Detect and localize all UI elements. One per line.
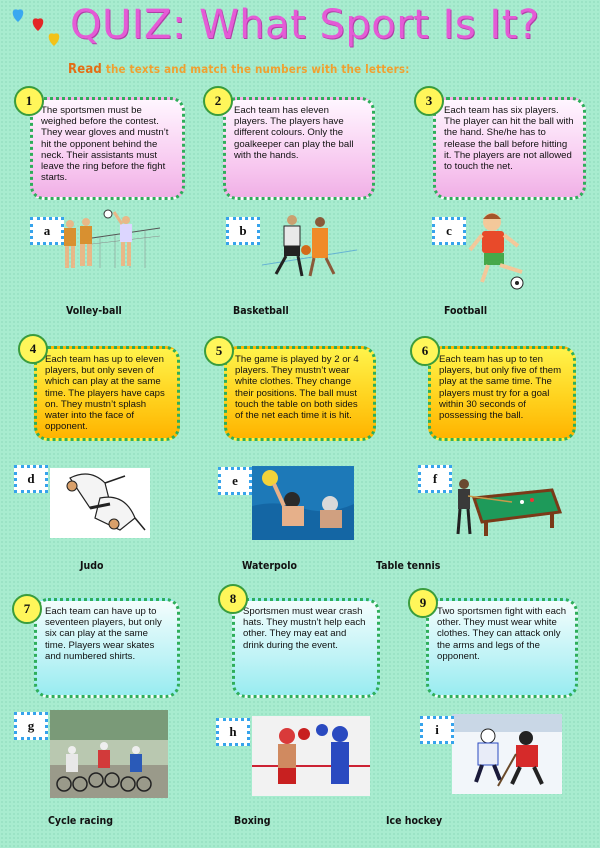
picture-letter: e xyxy=(218,467,252,495)
card-2-text: Each team has eleven players. The players have different colours. Only the goalkeeper can play the ball with the hands. xyxy=(223,97,375,200)
picture-letter: f xyxy=(418,465,452,493)
card-1-text: The sportsmen must be weighed before the contest. They wear gloves and mustn’t hit the opponent behind the neck. Their assistants must leave the ring before the fight starts. xyxy=(30,97,185,200)
card-6-text: Each team has up to ten players, but only five of them play at the same time. The players must try for a goal within 30 seconds of possessing the ball. xyxy=(428,346,576,441)
football-player-picture xyxy=(462,210,552,290)
picture-label: Table tennis xyxy=(376,560,441,572)
picture-letter: g xyxy=(14,712,48,740)
card-8-text: Sportsmen must wear crash hats. They mustn’t help each other. They may eat and drink during the event. xyxy=(232,598,380,698)
picture-letter: d xyxy=(14,465,48,493)
picture-label: Waterpolo xyxy=(242,560,297,572)
card-number: 9 xyxy=(408,588,438,618)
picture-label: Judo xyxy=(80,560,104,572)
ice-hockey-picture xyxy=(452,714,562,794)
card-number: 2 xyxy=(203,86,233,116)
picture-label: Ice hockey xyxy=(386,815,443,827)
picture-label: Football xyxy=(444,305,488,317)
instructions-text: the texts and match the numbers with the letters: xyxy=(102,62,410,76)
page-title: QUIZ: What Sport Is It? xyxy=(70,2,540,48)
cycle-racing-picture xyxy=(50,710,168,798)
picture-letter: c xyxy=(432,217,466,245)
picture-letter: h xyxy=(216,718,250,746)
judo-picture xyxy=(50,468,150,538)
card-number: 7 xyxy=(12,594,42,624)
billiards-picture xyxy=(452,476,562,538)
boxing-picture xyxy=(252,716,370,796)
card-9-text: Two sportsmen fight with each other. They must wear white clothes. They can attack only the arms and legs of the opponent. xyxy=(426,598,578,698)
picture-label: Boxing xyxy=(234,815,271,827)
card-4-text: Each team has up to eleven players, but only seven of which can play at the same time. The players have caps on. They mustn’t splash water into the face of opponent. xyxy=(34,346,180,441)
instructions xyxy=(68,62,410,77)
picture-label: Basketball xyxy=(233,305,289,317)
picture-label: Volley-ball xyxy=(66,305,122,317)
instructions-lead: Read xyxy=(68,62,103,77)
picture-letter: a xyxy=(30,217,64,245)
picture-label: Cycle racing xyxy=(48,815,113,827)
card-5-text: The game is played by 2 or 4 players. They mustn’t wear white clothes. They change their positions. The ball must touch the table on both sides of the net each time it is hit. xyxy=(224,346,376,441)
card-number: 6 xyxy=(410,336,440,366)
waterpolo-picture xyxy=(252,466,354,540)
card-number: 3 xyxy=(414,86,444,116)
picture-letter: i xyxy=(420,716,454,744)
picture-letter: b xyxy=(226,217,260,245)
card-number: 5 xyxy=(204,336,234,366)
volleyball-players-picture xyxy=(60,208,170,283)
basketball-players-picture xyxy=(262,210,357,280)
card-number: 8 xyxy=(218,584,248,614)
card-number: 4 xyxy=(18,334,48,364)
card-3-text: Each team has six players. The player can hit the ball with the hand. She/he has to release the ball before hitting it. The players are not allowed to touch the net. xyxy=(433,97,586,200)
card-7-text: Each team can have up to seventeen players, but only six can play at the same time. Players wear skates and numbered shirts. xyxy=(34,598,180,698)
card-number: 1 xyxy=(14,86,44,116)
hearts-decoration-icon xyxy=(8,4,64,48)
